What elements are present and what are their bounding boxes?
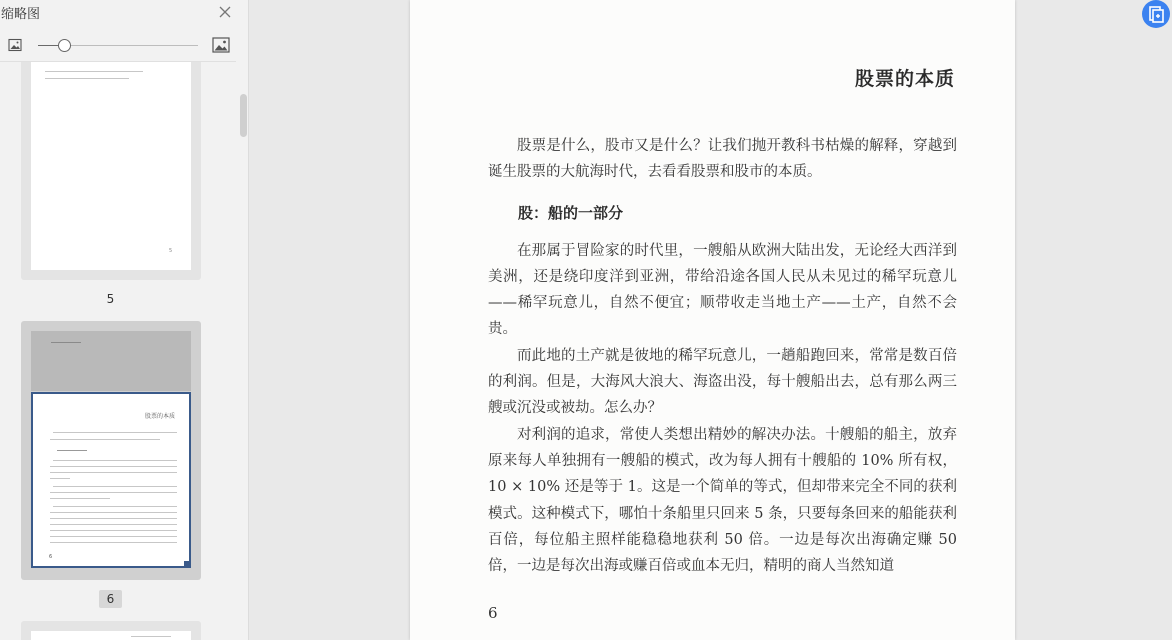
body-paragraph: 对利润的追求，常使人类想出精妙的解决办法。十艘船的船主，放弃原来每人单独拥有一艘船的模式，改为每人拥有十艘船的 10% 所有权，10 × 10% 还是等于 1。这是一个简单的等式，但却带来完全不同的获利模式。这种模式下，哪怕十条船里只回来 5 条，只要每条回来的船能获利百倍，每位船主照样能稳稳地获利 50 倍。一边是每次出海确定赚 50 倍，一边是每次出海或赚百倍或血本无归，精明的商人当然知道 xyxy=(488,426,957,575)
sidebar-header xyxy=(0,0,249,24)
document-page xyxy=(410,0,1015,640)
thumbnail-page-mark: 5 xyxy=(169,248,173,254)
zoom-slider-thumb[interactable] xyxy=(58,39,71,52)
thumbnail-label: 5 xyxy=(106,292,115,306)
thumbnail-header-title: 股票的本质 xyxy=(144,413,175,420)
chapter-title: 股票的本质 xyxy=(854,68,955,90)
thumbnail-page-5[interactable] xyxy=(21,62,201,280)
thumbnail-page-7[interactable] xyxy=(21,621,201,640)
thumbnail-label-active: 6 xyxy=(99,590,122,608)
large-image-icon[interactable] xyxy=(212,36,230,54)
small-image-icon[interactable] xyxy=(8,38,22,52)
thumbnail-page-6[interactable] xyxy=(21,321,201,580)
section-heading: 股：船的一部分 xyxy=(518,203,624,222)
sidebar-scrollbar[interactable] xyxy=(240,94,247,137)
document-convert-icon xyxy=(1142,0,1170,28)
sidebar-title: 缩略图 xyxy=(1,7,41,22)
thumbnail-corner-marker xyxy=(184,561,189,566)
close-icon[interactable] xyxy=(216,3,234,21)
body-paragraph: 而此地的土产就是彼地的稀罕玩意儿，一趟船跑回来，常常是数百倍的利润。但是，大海风大浪大、海盗出没，每十艘船出去，总有那么两三艘或沉没或被劫。怎么办？ xyxy=(488,347,957,417)
thumbnail-page-image xyxy=(31,631,191,640)
floating-action-button[interactable] xyxy=(1142,0,1170,28)
thumbnail-page-image xyxy=(31,392,191,568)
intro-paragraph: 股票是什么，股市又是什么？让我们抛开教科书枯燥的解释，穿越到诞生股票的大航海时代，去看看股票和股市的本质。 xyxy=(488,138,957,181)
thumbnail-page-image xyxy=(31,62,191,270)
body-paragraph: 在那属于冒险家的时代里，一艘船从欧洲大陆出发，无论经大西洋到美洲，还是绕印度洋到亚洲，带给沿途各国人民从未见过的稀罕玩意儿——稀罕玩意儿，自然不便宜；顺带收走当地土产——土产，自然不会贵。 xyxy=(488,242,957,338)
thumbnail-page-mark: 6 xyxy=(49,554,53,560)
thumbnail-list xyxy=(0,62,236,640)
thumbnail-zoom-toolbar xyxy=(0,30,249,62)
thumbnail-sidebar xyxy=(0,0,249,640)
thumbnail-prev-page-part xyxy=(31,331,191,391)
document-body xyxy=(488,133,957,579)
page-number: 6 xyxy=(488,604,498,622)
